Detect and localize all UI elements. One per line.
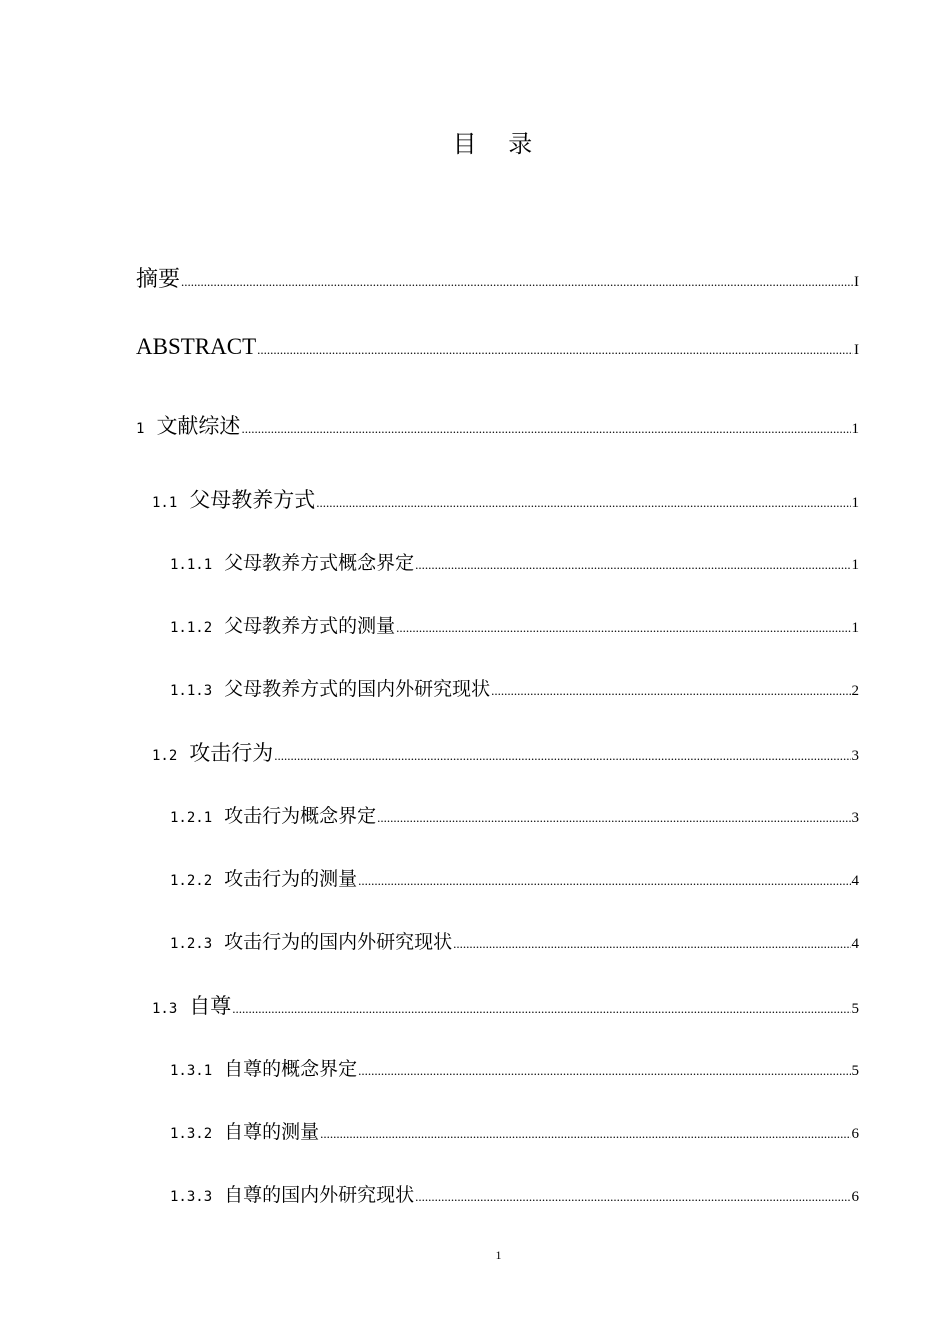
toc-entry-1-3-3[interactable] [170, 1180, 859, 1207]
toc-entry-page: 3 [851, 810, 859, 826]
toc-entry-1-3-2[interactable] [170, 1117, 859, 1144]
toc-entry-page: 5 [851, 1001, 859, 1017]
toc-leader-dots [320, 1126, 850, 1142]
toc-entry-1-2-2[interactable] [170, 864, 859, 891]
toc-entry-number: 1 [136, 421, 145, 437]
toc-leader-dots [232, 1001, 850, 1017]
toc-entry-1-2-3[interactable] [170, 927, 859, 954]
toc-entry-page: 4 [851, 873, 859, 889]
toc-entry-1-3[interactable] [152, 990, 859, 1020]
toc-entry-1-1-2[interactable] [170, 611, 859, 638]
toc-entry-page: 6 [851, 1126, 859, 1142]
toc-entry-1-3-1[interactable] [170, 1054, 859, 1081]
toc-entry-1-1-1[interactable] [170, 548, 859, 575]
toc-entry-label: 攻击行为的国内外研究现状 [224, 931, 453, 953]
toc-entry-number: 1.2.1 [170, 810, 213, 826]
toc-entry-page: 1 [851, 421, 859, 437]
toc-leader-dots [453, 936, 850, 952]
toc-leader-dots [491, 683, 850, 699]
toc-entry-page: 6 [851, 1189, 859, 1205]
toc-leader-dots [257, 342, 853, 358]
toc-leader-dots [358, 1063, 850, 1079]
toc-entry-number: 1.2 [152, 748, 178, 764]
toc-entry-number: 1.3 [152, 1001, 178, 1017]
toc-entry-1-2[interactable] [152, 737, 859, 767]
toc-entry-number: 1.1.3 [170, 683, 213, 699]
page-number-footer: 1 [495, 1248, 502, 1262]
toc-entry-label: 自尊的概念界定 [224, 1058, 358, 1080]
toc-entry-number: 1.2.2 [170, 873, 213, 889]
toc-entry-label: 攻击行为的测量 [224, 868, 358, 890]
toc-entry-1-1-3[interactable] [170, 674, 859, 701]
toc-entry-page: 4 [851, 936, 859, 952]
toc-entry-number: 1.1.2 [170, 620, 213, 636]
toc-leader-dots [415, 557, 850, 573]
toc-entry-page: I [854, 342, 859, 358]
toc-entry-1[interactable] [136, 410, 859, 440]
toc-entry-label: 父母教养方式 [189, 488, 316, 512]
toc-leader-dots [396, 620, 850, 636]
toc-entry-label: 父母教养方式的测量 [224, 615, 396, 637]
toc-entry-1-2-1[interactable] [170, 801, 859, 828]
toc-entry-page: 1 [851, 620, 859, 636]
toc-entry-page: 3 [851, 748, 859, 764]
toc-entry-label: 自尊 [189, 994, 232, 1018]
toc-entry-number: 1.1 [152, 495, 178, 511]
toc-entry-label: 自尊的国内外研究现状 [224, 1184, 415, 1206]
toc-entry-abstract-cn[interactable] [136, 262, 859, 293]
toc-entry-1-1[interactable] [152, 484, 859, 514]
toc-leader-dots [377, 810, 850, 826]
toc-entry-label: 自尊的测量 [224, 1121, 320, 1143]
toc-entry-label: 文献综述 [156, 414, 241, 438]
toc-entry-label: 父母教养方式的国内外研究现状 [224, 678, 491, 700]
toc-entry-number: 1.3.3 [170, 1189, 213, 1205]
toc-entry-page: 5 [851, 1063, 859, 1079]
toc-entry-label: 攻击行为概念界定 [224, 805, 377, 827]
toc-leader-dots [415, 1189, 850, 1205]
toc-leader-dots [316, 495, 850, 511]
toc-entry-page: 1 [851, 557, 859, 573]
toc-entry-page: I [854, 274, 859, 290]
toc-entry-number: 1.3.2 [170, 1126, 213, 1142]
toc-entry-label: 父母教养方式概念界定 [224, 552, 415, 574]
toc-title: 目 录 [452, 130, 545, 158]
toc-entry-label: 攻击行为 [189, 741, 274, 765]
toc-leader-dots [241, 421, 850, 437]
toc-leader-dots [274, 748, 850, 764]
toc-entry-page: 2 [851, 683, 859, 699]
toc-entry-abstract-en[interactable] [136, 334, 859, 360]
toc-entry-number: 1.3.1 [170, 1063, 213, 1079]
toc-leader-dots [358, 873, 850, 889]
toc-entry-number: 1.2.3 [170, 936, 213, 952]
toc-entry-label: 摘要 [136, 267, 181, 292]
toc-leader-dots [181, 274, 853, 290]
toc-entry-label: ABSTRACT [136, 334, 257, 359]
toc-entry-number: 1.1.1 [170, 557, 213, 573]
toc-entry-page: 1 [851, 495, 859, 511]
